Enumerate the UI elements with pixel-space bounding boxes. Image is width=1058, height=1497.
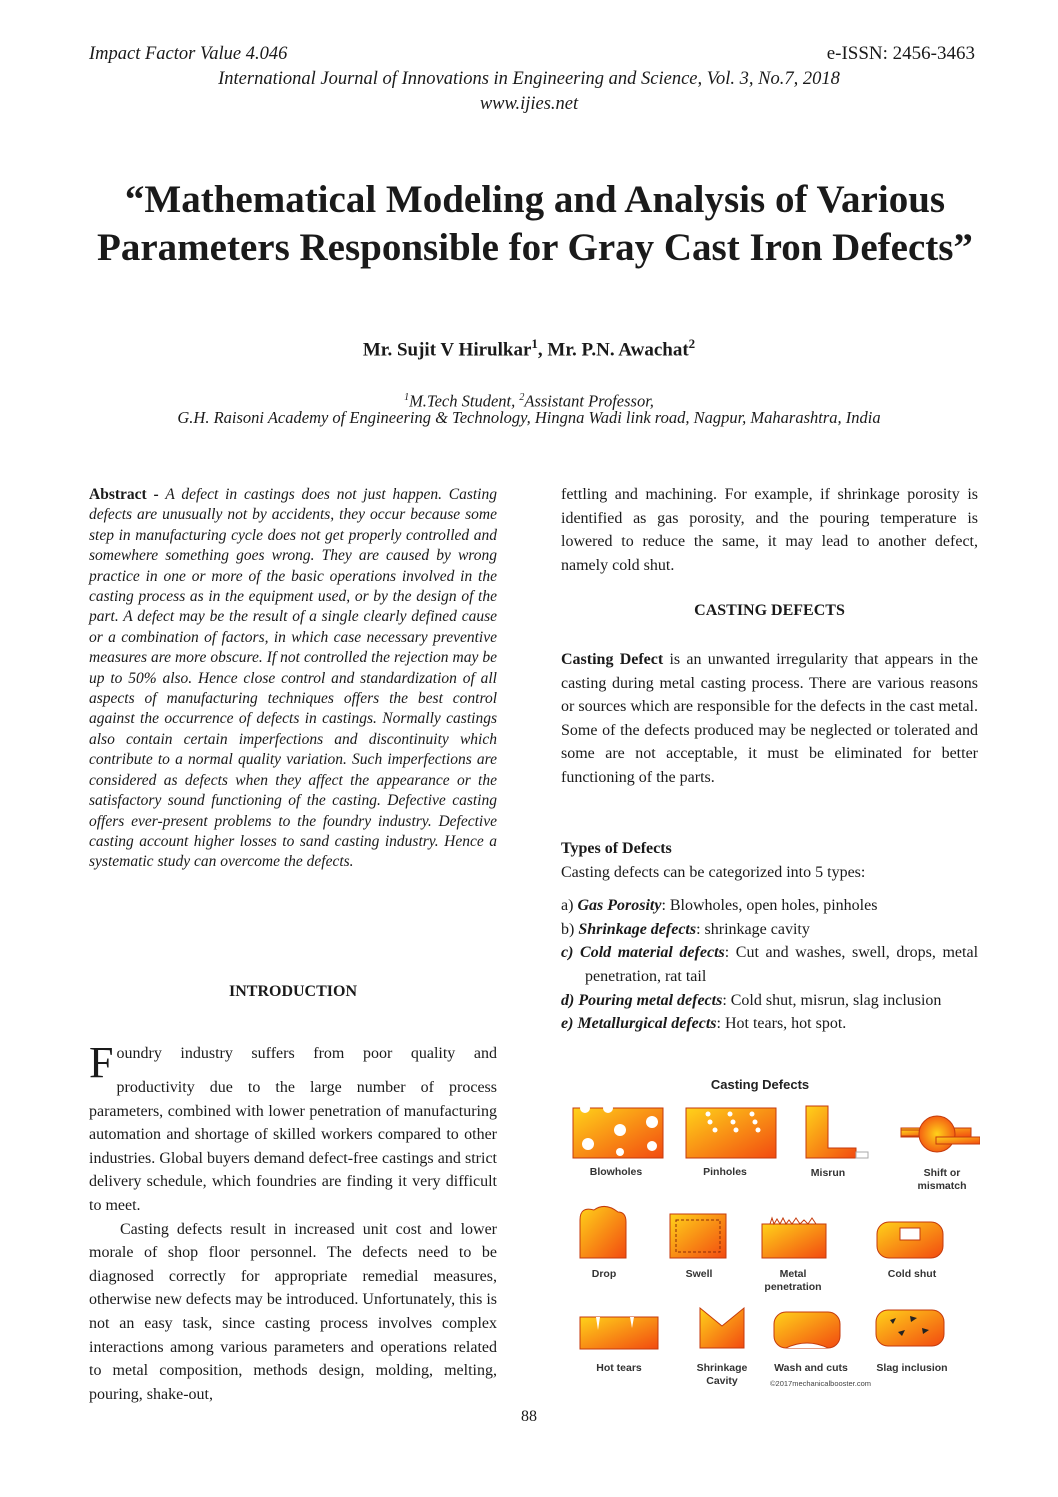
metal-pen-label-2: penetration [764, 1281, 822, 1293]
cold-shut-label: Cold shut [887, 1268, 937, 1280]
abstract-label: Abstract - [89, 486, 166, 503]
pinholes-label: Pinholes [703, 1166, 747, 1178]
misrun-illustration [806, 1106, 868, 1158]
abstract [89, 485, 497, 873]
shrinkage-label-2: Cavity [706, 1375, 738, 1387]
shrinkage-cavity-illustration [700, 1308, 744, 1348]
role-1-sup: 1 [404, 392, 410, 403]
introduction-body [89, 1026, 497, 1406]
types-heading: Types of Defects [561, 840, 672, 857]
paper-title: “Mathematical Modeling and Analysis of Various Parameters Responsible for Gray Cast Iron Defects” [97, 178, 973, 269]
role-2-sup: 2 [519, 392, 525, 403]
type-item [561, 1012, 978, 1036]
role-2: Assistant Professor, [524, 391, 654, 411]
casting-defects-heading: CASTING DEFECTS [694, 602, 845, 619]
casting-defect-term: Casting Defect [561, 651, 664, 668]
wash-cuts-illustration [774, 1312, 840, 1348]
shift-label-2: mismatch [917, 1180, 967, 1192]
metal-pen-label-1: Metal [779, 1268, 807, 1280]
hot-tears-label: Hot tears [596, 1362, 642, 1374]
type-desc: : Hot tears, hot spot. [716, 1015, 847, 1033]
wash-cuts-label: Wash and cuts [774, 1362, 848, 1374]
type-desc: : shrinkage cavity [696, 920, 810, 938]
type-item [561, 941, 978, 988]
abstract-text: A defect in castings does not just happen. Casting defects are unusually not by accidents, they occur because some step in manufacturing cycle does not get properly controlled and somewhere something goes wrong. They are caused by wrong practice in one or more of the basic operations involved in the casting process as in the equipment used, or by the design of the part. A defect may be the result of a single clearly defined cause or a combination of factors, in which case necessary preventive measures are more obscure. If not controlled the rejection may be up to 50% also. Hence close control and standardization of all aspects of manufacturing techniques offers the best control against the occurrence of defects in castings. Normally castings also contain certain imperfections and discontinuity which contribute to a normal quality variation. Such imperfections are considered as defects when they affect the appearance or the satisfactory sound functioning of the casting. Defective casting offers ever-present problems to the foundry industry. Defective casting account higher losses to sand casting industry. Hence a systematic study can overcome the defects. [89, 486, 497, 871]
pinholes-illustration [686, 1108, 776, 1158]
type-desc: : Cut and washes, swell, drops, metal penetration, rat tail [585, 944, 979, 985]
shift-label-1: Shift or [923, 1167, 961, 1179]
intro-paragraph-2: Casting defects result in increased unit cost and lower morale of shop floor personnel. The defects need to be diagnosed correctly for appropriate remedial measures, otherwise new defects may be introduced. Unfortunately, this is not an easy task, since casting process involves complex interactions among various parameters and operations related to metal composition, methods design, molding, melting, pouring, shake-out, [89, 1220, 497, 1403]
type-name: Metallurgical defects [577, 1015, 717, 1033]
intro-first-line-text: oundry industry suffers from poor quality and [116, 1045, 497, 1062]
affiliation-institution: G.H. Raisoni Academy of Engineering & Technology, Hingna Wadi link road, Nagpur, Maharashtra, India [177, 408, 881, 427]
type-marker: a) [561, 897, 578, 915]
type-desc: : Cold shut, misrun, slag inclusion [722, 991, 942, 1009]
author-2: Mr. P.N. Awachat [547, 339, 689, 361]
drop-illustration [580, 1206, 626, 1258]
swell-label: Swell [685, 1268, 713, 1280]
author-1-sup: 1 [531, 336, 538, 351]
page-number: 88 [521, 1408, 537, 1425]
author-separator: , [537, 339, 548, 361]
shrinkage-label-1: Shrinkage [696, 1362, 748, 1374]
drop-cap: F [89, 1038, 114, 1087]
author-line [0, 336, 1058, 361]
type-name: Cold material defects [580, 944, 725, 962]
slag-label: Slag inclusion [876, 1362, 948, 1374]
figure-title: Casting Defects [710, 1077, 810, 1092]
type-marker: e) [561, 1015, 578, 1033]
blowholes-label: Blowholes [589, 1166, 643, 1178]
figure-copyright: ©2017mechanicalbooster.com [770, 1379, 872, 1388]
journal-website[interactable]: www.ijies.net [479, 94, 579, 114]
role-1: M.Tech Student, [409, 391, 520, 411]
type-marker: d) [561, 991, 579, 1009]
cold-shut-illustration [877, 1222, 943, 1258]
type-marker: c) [561, 944, 581, 962]
intro-paragraph-1: productivity due to the large number of process parameters, combined with lower penetration of manufacturing automation and shortage of skilled workers compared to other industries. Global buyers demand defect-free castings and strict delivery schedule, which foundries are finding it very difficult to meet. [89, 1079, 497, 1214]
type-marker: b) [561, 920, 579, 938]
figure-svg [560, 1072, 980, 1394]
impact-factor: Impact Factor Value 4.046 [89, 44, 288, 64]
type-name: Pouring metal defects [578, 991, 723, 1009]
journal-name: International Journal of Innovations in Engineering and Science, Vol. 3, No.7, 2018 [218, 69, 840, 89]
swell-illustration [670, 1214, 726, 1258]
casting-defect-text: is an unwanted irregularity that appears in the casting during metal casting process. There are various reasons or sources which are responsible for the defects in the cast metal. Some of the defects produced may be neglected or tolerated and some are not acceptable, it must be eliminated for better functioning of the parts. [561, 651, 978, 786]
author-2-sup: 2 [688, 336, 696, 351]
casting-defects-figure [560, 1072, 980, 1394]
casting-defects-paragraph [561, 648, 978, 790]
type-name: Shrinkage defects [578, 920, 697, 938]
introduction-heading: INTRODUCTION [228, 983, 357, 1000]
metal-penetration-illustration [762, 1218, 826, 1258]
intro-first-line [89, 1026, 497, 1087]
issn: e-ISSN: 2456-3463 [826, 43, 975, 64]
types-section [561, 837, 978, 1036]
author-1: Mr. Sujit V Hirulkar [362, 339, 532, 361]
types-list [561, 894, 978, 1036]
slag-inclusion-illustration [876, 1310, 944, 1346]
type-name: Gas Porosity [577, 897, 662, 915]
type-item [561, 989, 978, 1013]
types-intro: Casting defects can be categorized into 5 types: [561, 863, 866, 881]
type-desc: : Blowholes, open holes, pinholes [661, 897, 878, 915]
type-item [561, 894, 978, 918]
type-item [561, 918, 978, 942]
hot-tears-illustration [580, 1317, 658, 1349]
misrun-label: Misrun [810, 1167, 846, 1179]
blowholes-illustration [573, 1103, 663, 1158]
drop-label: Drop [591, 1268, 617, 1280]
continuation-paragraph: fettling and machining. For example, if shrinkage porosity is identified as gas porosity, and the pouring temperature is lowered to reduce the same, it may lead to another defect, namely cold shut. [561, 486, 978, 574]
shift-mismatch-illustration [901, 1116, 980, 1152]
